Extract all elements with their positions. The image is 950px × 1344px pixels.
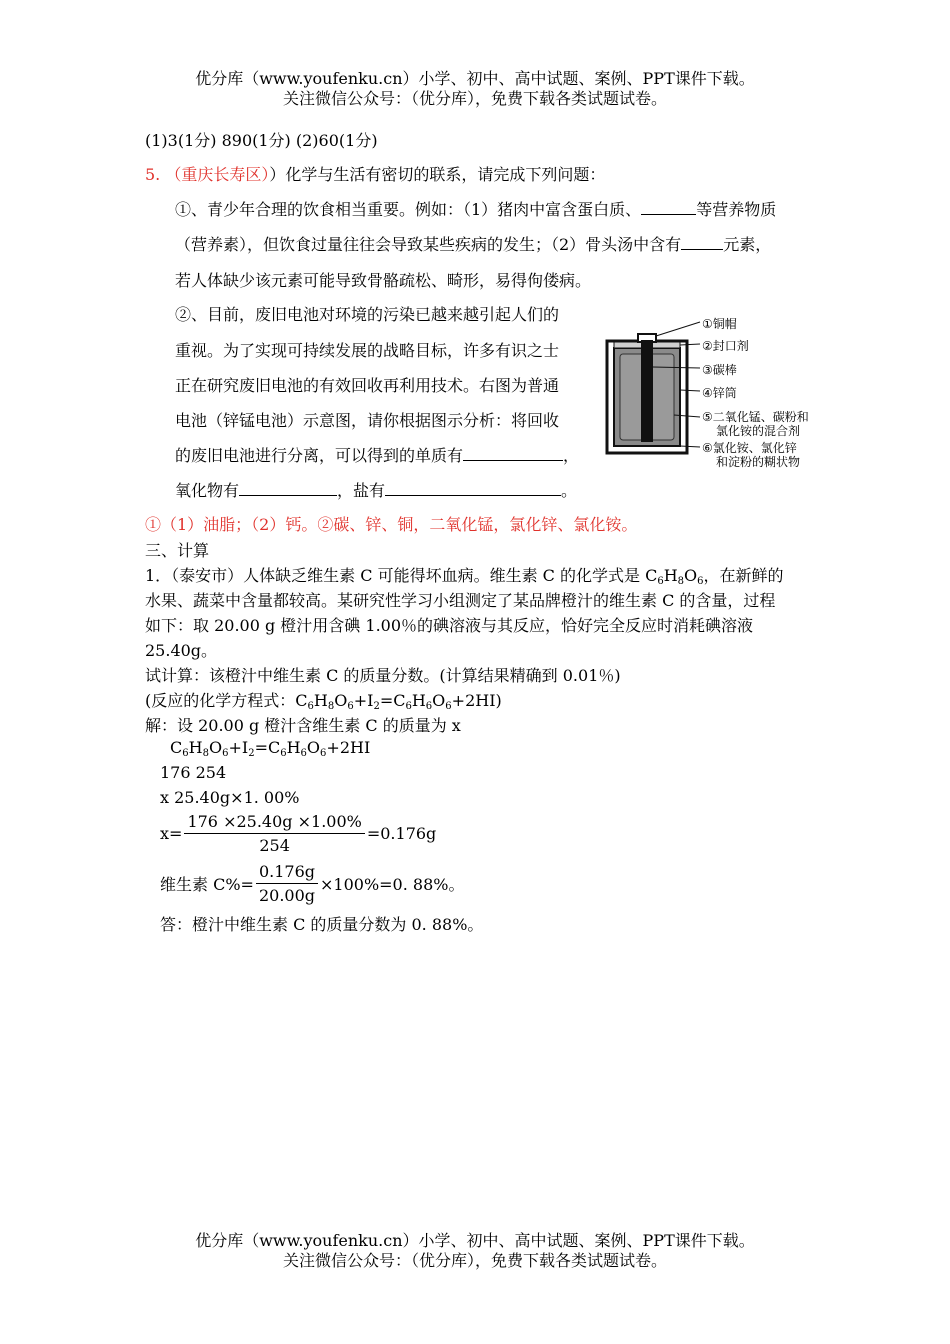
footer-line-2: 关注微信公众号：（优分库），免费下载各类试题试卷。 (282, 1251, 667, 1270)
section-3-q1-line-4: 25.40g。 (145, 641, 218, 660)
solution-intro: 解：设 20.00 g 橙汁含维生素 C 的质量为 x (145, 716, 461, 735)
label-copper-cap: ①铜帽 (702, 317, 737, 331)
question-5-line-2 (175, 232, 771, 255)
carbon-rod (641, 340, 653, 442)
question-5-number: 5. (145, 165, 161, 184)
answer-blank[interactable] (239, 480, 337, 496)
solution-equation: $C_6H_8O_6+I_2=C_6H_6O_6+2HI$ (170, 738, 371, 759)
vc-fraction (256, 862, 318, 905)
molar-ratio-line: 176 254 (160, 763, 227, 782)
label-mixture-cont: 氯化铵的混合剂 (716, 424, 801, 438)
x-calculation (160, 812, 436, 855)
vc-denominator: 20.00g (258, 886, 315, 905)
answer-blank[interactable] (681, 234, 723, 250)
answer-blank[interactable] (463, 445, 563, 461)
x-fraction (184, 812, 364, 855)
text-segment: ， (563, 446, 580, 465)
text-segment: =0.176g (366, 824, 437, 843)
label-sealant: ②封口剂 (702, 339, 749, 353)
question-5-line-5: 重视。为了实现可持续发展的战略目标，许多有识之士 (175, 341, 560, 360)
question-5-line-7: 电池（锌锰电池）示意图，请你根据图示分析：将回收 (175, 411, 560, 430)
answer-blank[interactable] (385, 480, 561, 496)
section-3-q1-line-1: 1．（泰安市）人体缺乏维生素 C 可能得坏血病。维生素 C 的化学式是 $C_6H_8O_6$，在新鲜的 (145, 566, 784, 587)
question-5-answer: ①（1）油脂；（2）钙。②碳、锌、铜，二氧化锰，氯化锌、氯化铵。 (145, 515, 638, 534)
text-segment: x= (160, 824, 183, 843)
question-5-line-4: ②、目前，废旧电池对环境的污染已越来越引起人们的 (175, 305, 560, 324)
text-segment: 。 (561, 481, 578, 500)
text-segment: 氧化物有 (175, 481, 240, 500)
text-segment: 等营养物质 (696, 200, 777, 219)
text-segment: ①、青少年合理的饮食相当重要。例如：（1）猪肉中富含蛋白质、 (175, 200, 642, 219)
label-carbon-rod: ③碳棒 (702, 363, 737, 377)
question-5-line-1 (175, 197, 776, 220)
text-segment: ，在新鲜的 (703, 566, 784, 585)
x-denominator: 254 (259, 836, 290, 855)
question-5-line-6: 正在研究废旧电池的有效回收再利用技术。右图为普通 (175, 376, 560, 395)
mass-ratio-line: x 25.40g×1. 00% (160, 788, 300, 807)
answer-blank[interactable] (641, 199, 696, 215)
label-paste-cont: 和淀粉的糊状物 (716, 455, 801, 469)
final-answer: 答：橙汁中维生素 C 的质量分数为 0. 88%。 (160, 915, 484, 934)
label-mixture: ⑤二氧化锰、碳粉和 (702, 410, 809, 424)
question-5-line-9 (175, 478, 577, 501)
section-3-title: 三、计算 (145, 541, 210, 560)
text-segment: 维生素 C%= (160, 875, 254, 894)
text-segment: 的废旧电池进行分离，可以得到的单质有 (175, 446, 464, 465)
question-5-intro: ）化学与生活有密切的联系，请完成下列问题： (269, 165, 606, 184)
header-line-1: 优分库（www.youfenku.cn）小学、初中、高中试题、案例、PPT课件下载。 (195, 69, 755, 88)
text-segment: ，盐有 (337, 481, 386, 500)
label-paste: ⑥氯化铵、氯化锌 (702, 441, 797, 455)
vitamin-c-calculation (160, 862, 464, 905)
question-5-line-3: 若人体缺少该元素可能导致骨骼疏松、畸形，易得佝偻病。 (175, 271, 592, 290)
section-3-q1-line-2: 水果、蔬菜中含量都较高。某研究性学习小组测定了某品牌橙汁的维生素 C 的含量，过程 (145, 591, 776, 610)
battery-diagram (600, 312, 840, 472)
text-segment: 元素， (723, 235, 772, 254)
question-5-source: （重庆长寿区） (165, 165, 270, 184)
question-5-line-8 (175, 443, 579, 466)
text-segment: ×100%=0. 88%。 (320, 875, 465, 894)
text-segment: (反应的化学方程式：C (145, 691, 308, 710)
footer-line-1: 优分库（www.youfenku.cn）小学、初中、高中试题、案例、PPT课件下载。 (195, 1231, 755, 1250)
reaction-equation-note: (反应的化学方程式：$C_6H_8O_6+I_2=C_6H_6O_6+2HI$) (145, 691, 502, 712)
x-numerator: 176 ×25.40g ×1.00% (184, 812, 364, 834)
section-3-q1-line-3: 如下：取 20.00 g 橙汁用含碘 1.00％的碘溶液与其反应，恰好完全反应时消耗碘溶液 (145, 616, 754, 635)
text-segment: （营养素），但饮食过量往往会导致某些疾病的发生；（2）骨头汤中含有 (175, 235, 682, 254)
header-line-2: 关注微信公众号：（优分库），免费下载各类试题试卷。 (282, 89, 667, 108)
calculation-task: 试计算：该橙汁中维生素 C 的质量分数。(计算结果精确到 0.01％) (145, 666, 621, 685)
question-5-heading (145, 162, 605, 185)
vc-numerator: 0.176g (256, 862, 318, 884)
text-segment: 1．（泰安市）人体缺乏维生素 C 可能得坏血病。维生素 C 的化学式是 C (145, 566, 658, 585)
label-zinc-can: ④锌筒 (702, 386, 737, 400)
answer-previous-question: (1)3(1分) 890(1分) (2)60(1分) (145, 131, 378, 150)
